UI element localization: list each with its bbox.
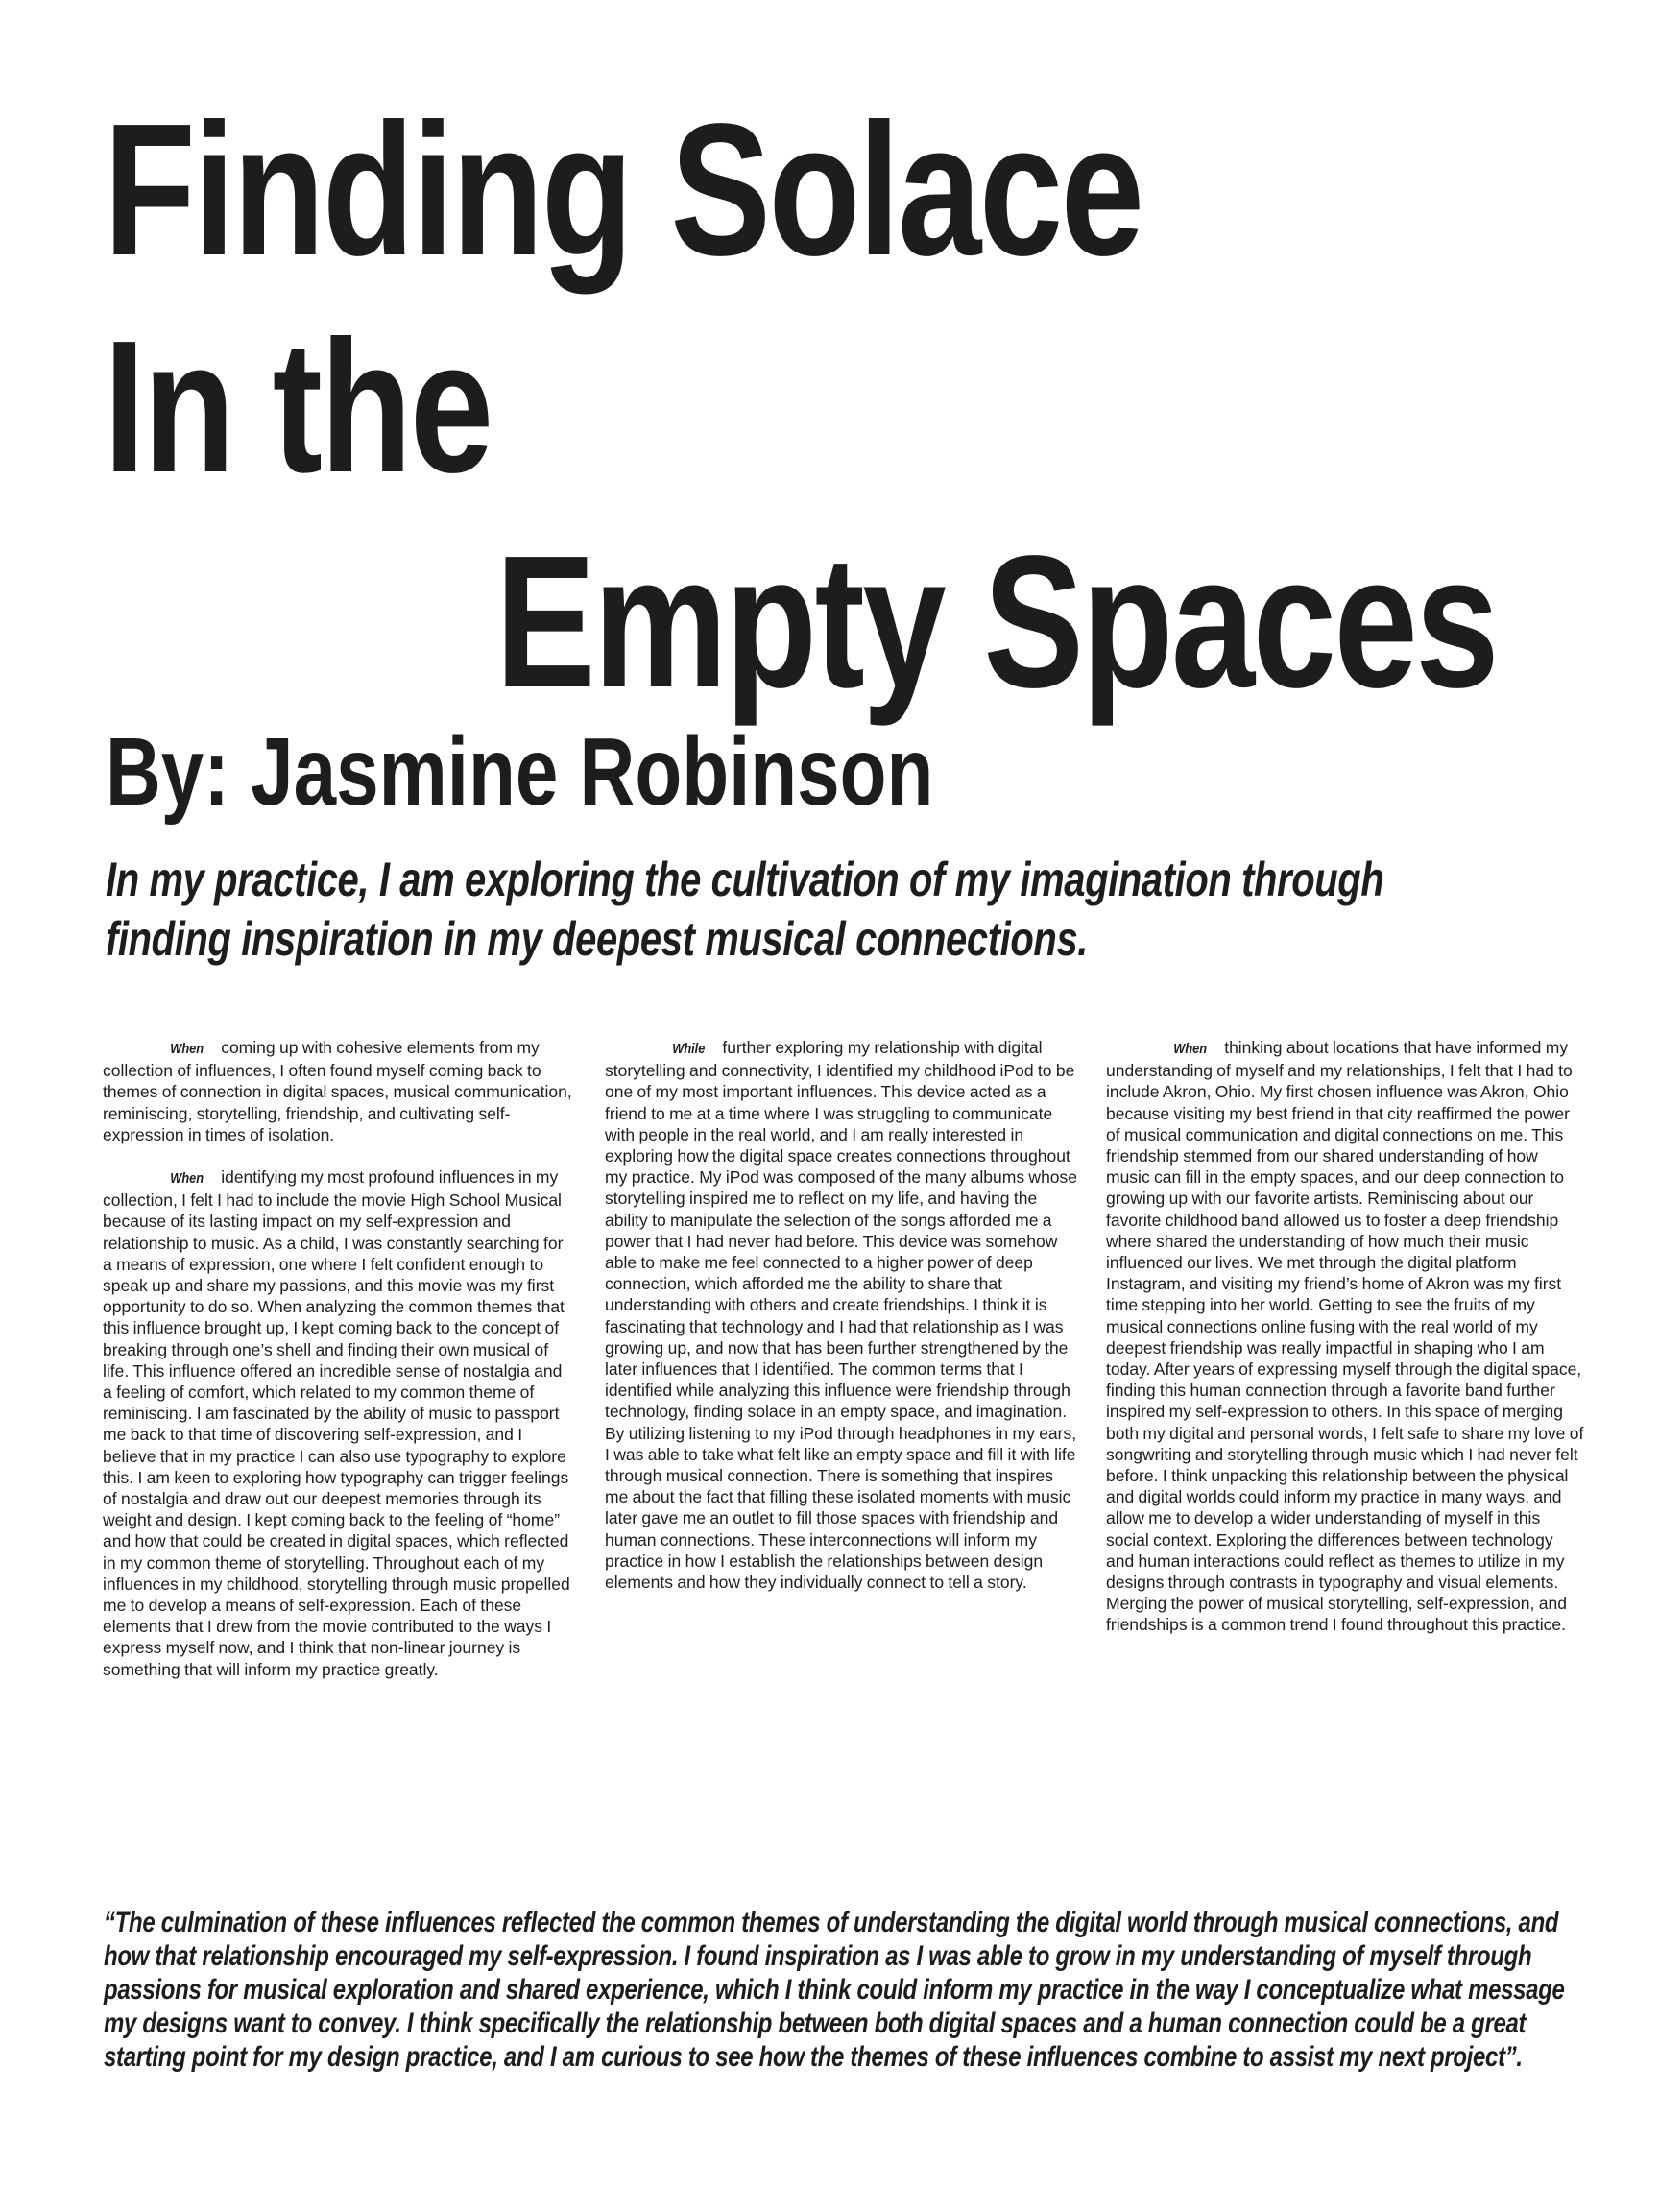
paragraph-text: coming up with cohesive elements from my collection of influences, I often found myself coming back to themes of connection in digital spaces, musical communication, reminiscing, storytelling, friendship, and cultivating self-expression in times of isolation. xyxy=(103,1038,572,1144)
paragraph xyxy=(103,1037,575,1145)
paragraph xyxy=(103,1166,575,1680)
paragraph-lead-word: When xyxy=(170,1170,204,1188)
title-line-3: Empty Spaces xyxy=(495,517,1498,727)
paragraph xyxy=(605,1037,1077,1593)
paragraph-text: thinking about locations that have informed my understanding of myself and my relationships, I felt that I had to include Akron, Ohio. My first chosen influence was Akron, Ohio because visiting my best friend in that city reaffirmed the power of musical communication and digital connections on me. This friendship stemmed from our shared understanding of how music can fill in the empty spaces, and our deep connection to growing up with our favorite artists. Reminiscing about our favorite childhood band allowed us to foster a deep friendship where shared the understanding of how much their music influenced our lives. We met through the digital platform Instagram, and visiting my friend’s home of Akron was my first time stepping into her world. Getting to see the fruits of my musical connections online fusing with the real world of my deepest friendship was really impactful in shaping who I am today. After years of expressing myself through the digital space, finding this human connection through a favorite band further inspired my self-expression to others. In this space of merging both my digital and personal words, I felt safe to share my love of songwriting and storytelling through music which I had never felt before. I think unpacking this relationship between the physical and digital worlds could inform my practice in many ways, and allow me to develop a wider understanding of myself in this social context. Exploring the differences between technology and human interactions could reflect as themes to utilize in my designs through contrasts in typography and visual elements. Merging the power of musical storytelling, self-expression, and friendships is a common trend I found throughout this practice. xyxy=(1106,1038,1584,1635)
paragraph xyxy=(1106,1037,1584,1636)
paragraph-text: further exploring my relationship with digital storytelling and connectivity, I identified my childhood iPod to be one of my most important influences. This device acted as a friend to me at a time where I was struggling to communicate with people in the real world, and I am really interested in exploring how the digital space creates connections throughout my practice. My iPod was composed of the many albums whose storytelling inspired me to reflect on my life, and having the ability to manipulate the selection of the songs afforded me a power that I had never had before. This device was somehow able to make me feel connected to a higher power of deep connection, which afforded me the ability to share that understanding with others and create friendships. I think it is fascinating that technology and I had that relationship as I was growing up, and now that has been further strengthened by the later influences that I identified. The common terms that I identified while analyzing this influence were friendship through technology, finding solace in an empty space, and imagination. By utilizing listening to my iPod through headphones in my ears, I was able to take what felt like an empty space and fill it with life through musical connection. There is something that inspires me about the fact that filling these isolated moments with music later gave me an outlet to fill those spaces with friendship and human connections. These interconnections will inform my practice in how I establish the relationships between design elements and how they individually connect to tell a story. xyxy=(605,1038,1078,1593)
byline: By: Jasmine Robinson xyxy=(106,718,934,826)
body-column-2 xyxy=(605,1037,1077,1614)
intro-statement: In my practice, I am exploring the cultivation of my imagination through finding inspiration in my deepest musical connections. xyxy=(106,853,1384,966)
paragraph-text: identifying my most profound influences in my collection, I felt I had to include the movie High School Musical because of its lasting impact on my self-expression and relationship to music. As a child, I was constantly searching for a means of expression, one where I felt confident enough to speak up and share my passions, and this movie was my first opportunity to do so. When analyzing the common themes that this influence brought up, I kept coming back to the concept of breaking through one’s shell and finding their own musical of life. This influence offered an incredible sense of nostalgia and a feeling of comfort, which related to my common theme of reminiscing. I am fascinated by the ability of music to passport me back to that time of discovering self-expression, and I believe that in my practice I can also use typography to explore this. I am keen to exploring how typography can trigger feelings of nostalgia and draw out our deepest memories through its weight and design. I kept coming back to the feeling of “home” and how that could be created in digital spaces, which reflected in my common theme of storytelling. Throughout each of my influences in my childhood, storytelling through music propelled me to develop a means of self-expression. Each of these elements that I drew from the movie contributed to the ways I express myself now, and I think that non-linear journey is something that will inform my practice greatly. xyxy=(103,1167,570,1679)
paragraph-lead-word: When xyxy=(1173,1041,1208,1057)
title-line-1: Finding Solace xyxy=(104,84,1142,295)
closing-quote: “The culmination of these influences reflected the common themes of understanding the digital world through musical connections, and how that relationship encouraged my self-expression. I found inspiration as I was able to grow in my understanding of myself through passions for musical exploration and shared experience, which I think could inform my practice in the way I conceptualize what message my designs want to convey. I think specifically the relationship between both digital spaces and a human connection could be a great starting point for my design practice, and I am curious to see how the themes of these influences combine to assist my next project”. xyxy=(104,1907,1565,2073)
body-column-1 xyxy=(103,1037,575,1701)
paragraph-lead-word: When xyxy=(170,1041,204,1057)
title-line-2: In the xyxy=(104,301,492,512)
body-column-3 xyxy=(1106,1037,1584,1657)
paragraph-lead-word: While xyxy=(672,1041,706,1057)
